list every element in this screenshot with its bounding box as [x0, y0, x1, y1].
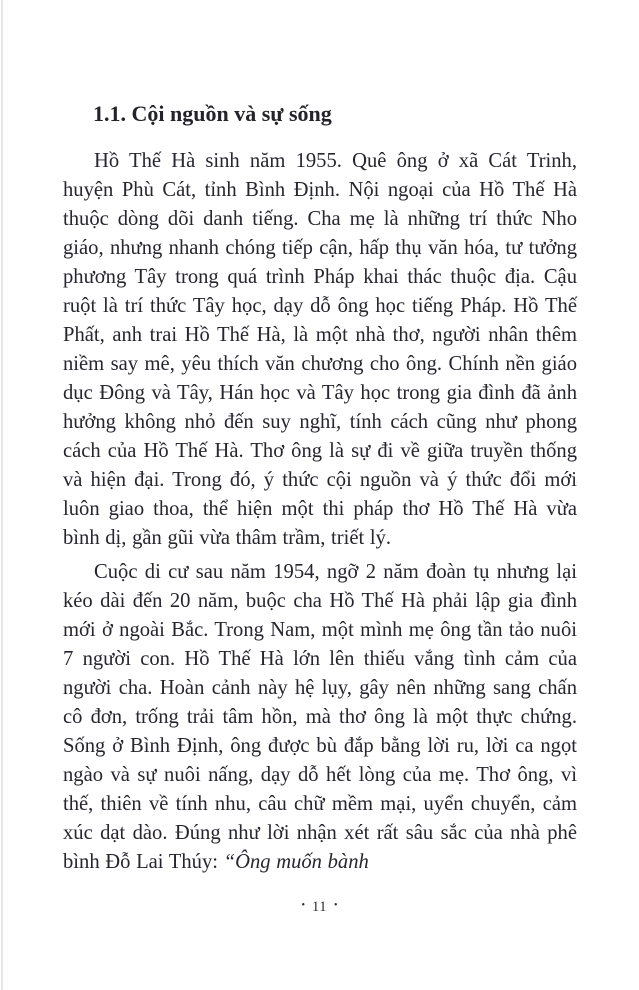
- footer-dot-left: •: [301, 900, 306, 911]
- section-heading: 1.1. Cội nguồn và sự sống: [93, 101, 332, 126]
- footer-dot-right: •: [333, 900, 338, 911]
- italic-quote: “Ông muốn bành: [223, 851, 369, 873]
- page-number: 11: [312, 899, 327, 915]
- page-content: [63, 100, 577, 877]
- paragraph-2-text: Cuộc di cư sau năm 1954, ngỡ 2 năm đoàn tụ nhưng lại kéo dài đến 20 năm, buộc cha Hồ Thế Hà phải lập gia đình mới ở ngoài Bắc. Trong Nam, một mình mẹ ông tần tảo nuôi 7 người con. Hồ Thế Hà lớn lên thiếu vắng tình cảm của người cha. Hoàn cảnh này hệ lụy, gây nên những sang chấn cô đơn, trống trải tâm hồn, mà thơ ông là một thực chứng. Sống ở Bình Định, ông được bù đắp bằng lời ru, lời ca ngọt ngào và sự nuôi nấng, dạy dỗ hết lòng của mẹ. Thơ ông, vì thế, thiên về tính nhu, câu chữ mềm mại, uyển chuyển, cảm xúc dạt dào. Đúng như lời nhận xét rất sâu sắc của nhà phê bình Đỗ Lai Thúy:: [63, 561, 577, 873]
- page-footer: [0, 898, 639, 916]
- paragraph-2: [63, 558, 577, 877]
- paragraph-1: [63, 147, 577, 553]
- page-edge-line: [1, 0, 3, 990]
- paragraph-1-text: Hồ Thế Hà sinh năm 1955. Quê ông ở xã Cát Trinh, huyện Phù Cát, tỉnh Bình Định. Nội ngoại của Hồ Thế Hà thuộc dòng dõi danh tiếng. Cha mẹ là những trí thức Nho giáo, nhưng nhanh chóng tiếp cận, hấp thụ văn hóa, tư tưởng phương Tây trong quá trình Pháp khai thác thuộc địa. Cậu ruột là trí thức Tây học, dạy dỗ ông học tiếng Pháp. Hồ Thế Phất, anh trai Hồ Thế Hà, là một nhà thơ, người nhân thêm niềm say mê, yêu thích văn chương cho ông. Chính nền giáo dục Đông và Tây, Hán học và Tây học trong gia đình đã ảnh hưởng không nhỏ đến suy nghĩ, tính cách cũng như phong cách của Hồ Thế Hà. Thơ ông là sự đi về giữa truyền thống và hiện đại. Trong đó, ý thức cội nguồn và ý thức đổi mới luôn giao thoa, thể hiện một thi pháp thơ Hồ Thế Hà vừa bình dị, gần gũi vừa thâm trầm, triết lý.: [63, 150, 577, 549]
